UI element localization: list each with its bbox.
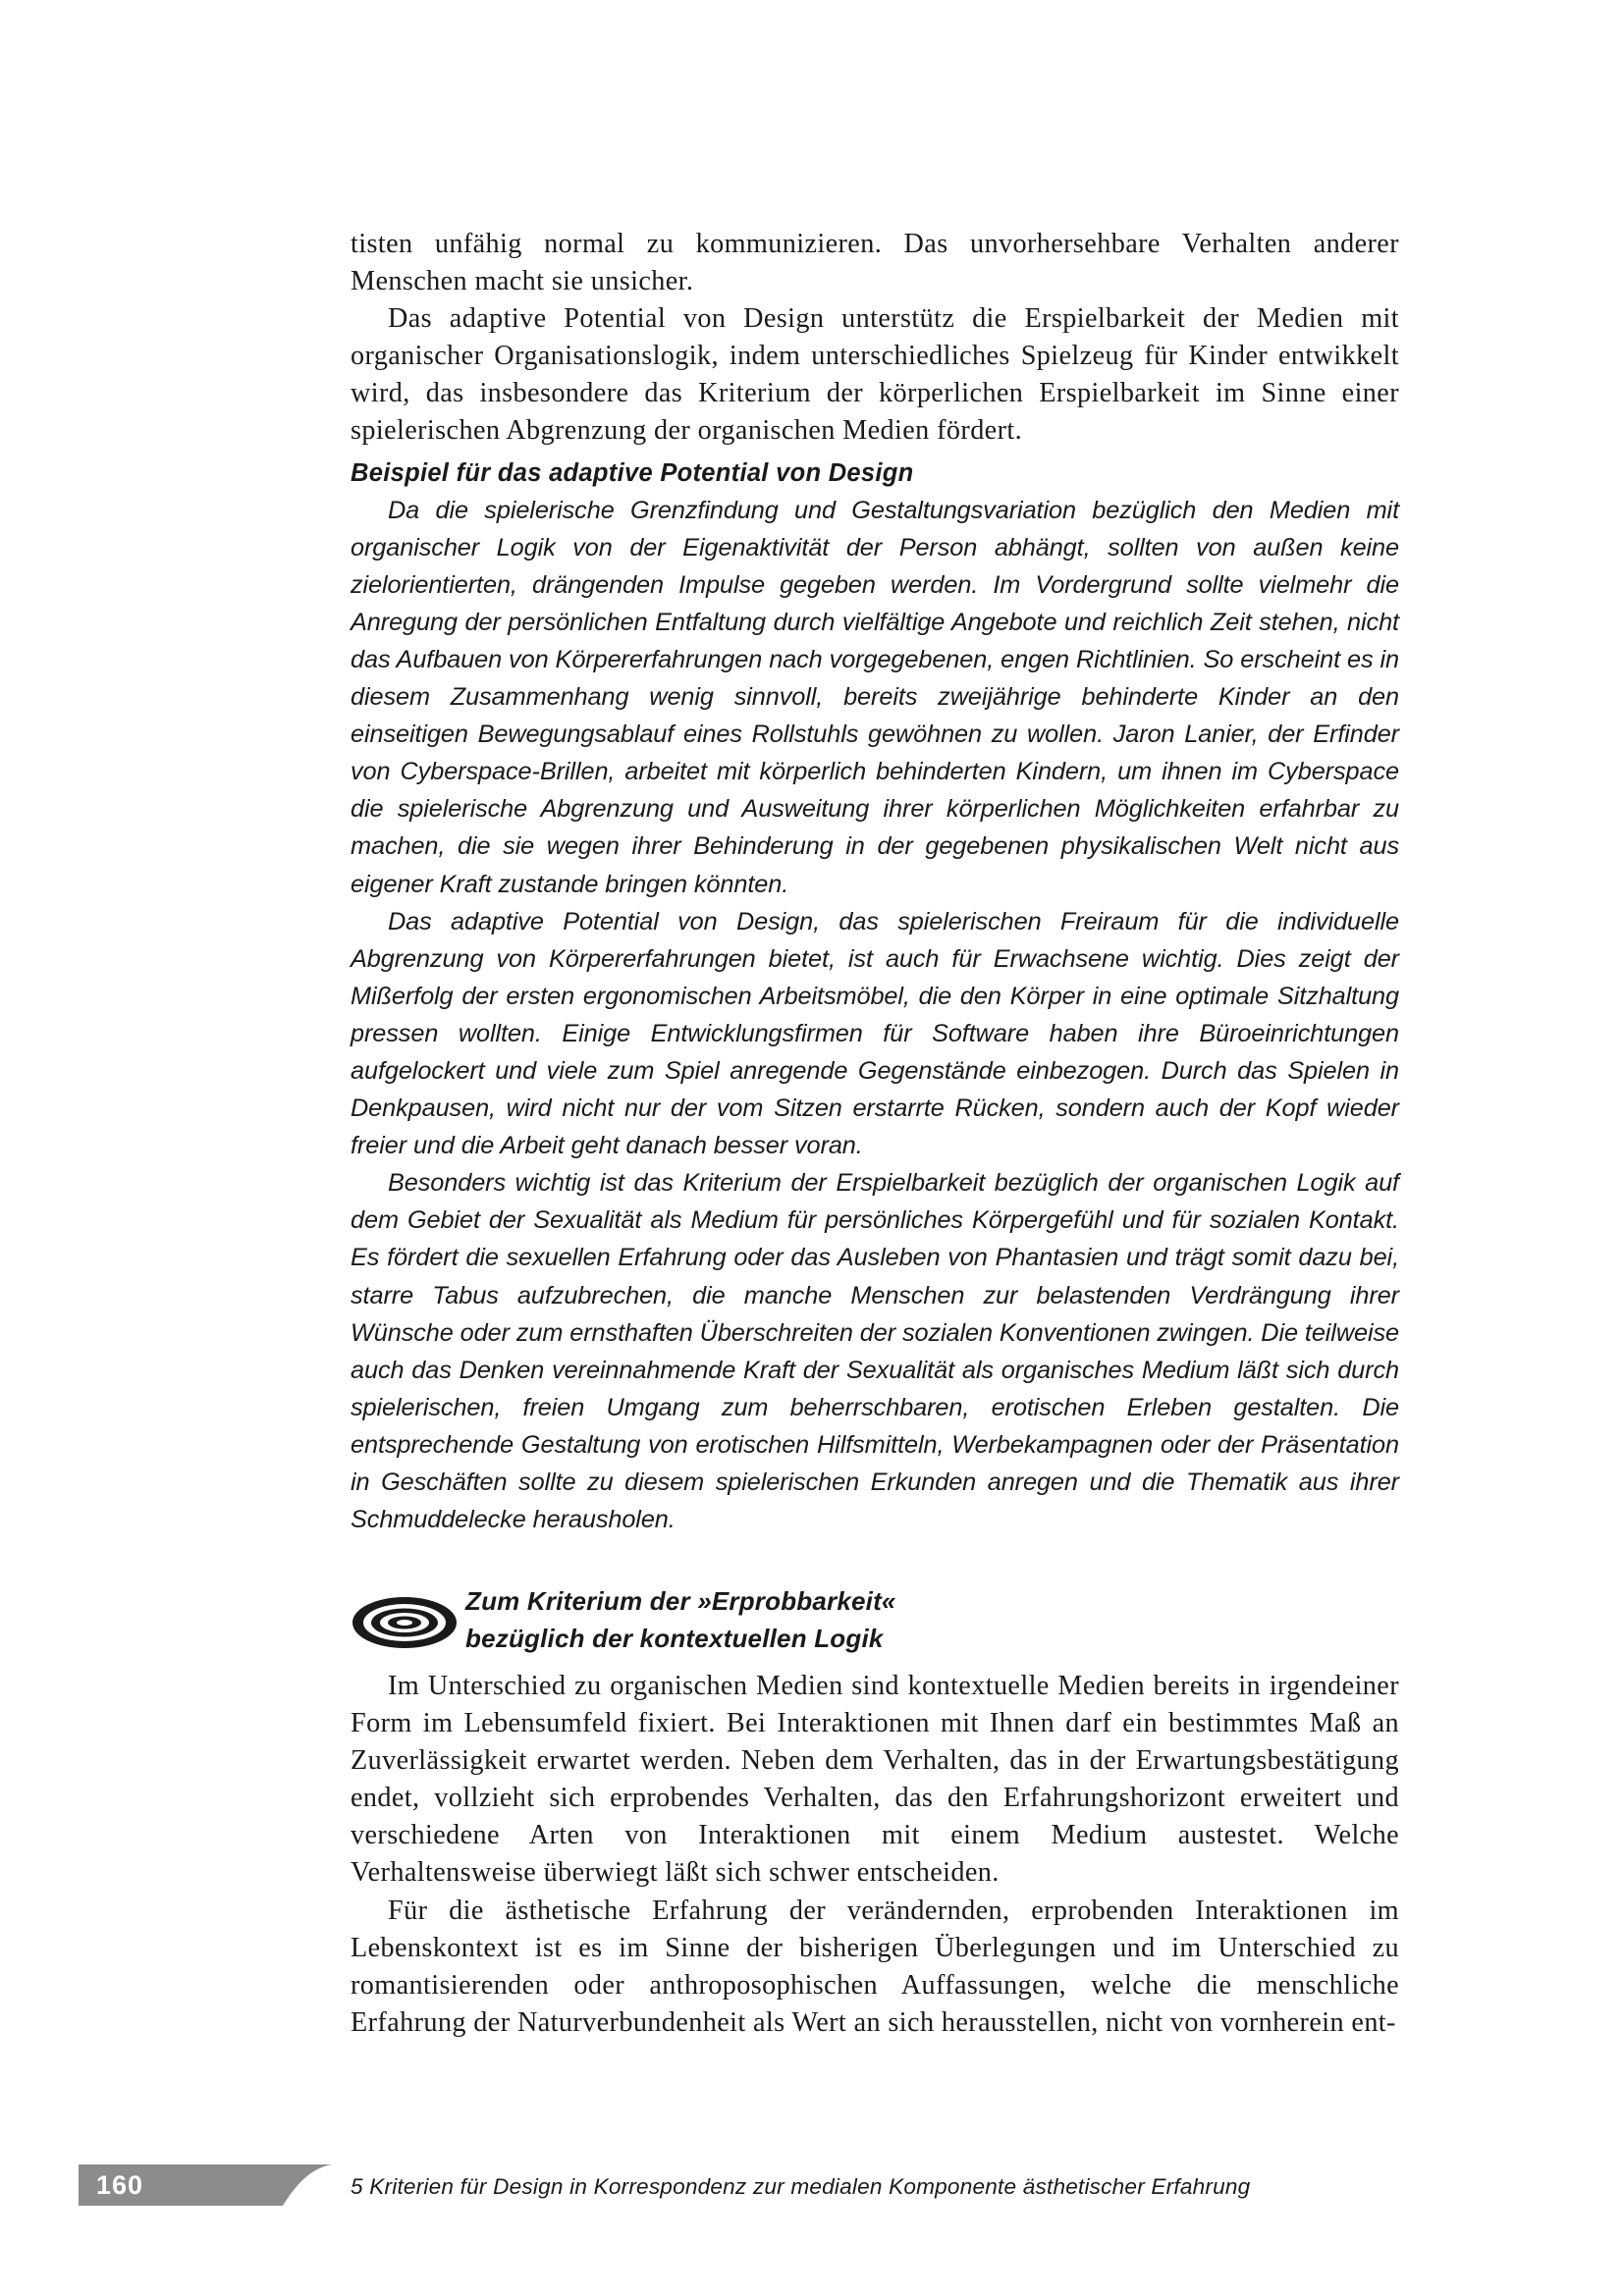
section-heading [465,1582,896,1657]
section-paragraph-1: Im Unterschied zu organischen Medien sind kontextuelle Medien bereits in irgendeiner Form im Lebensumfeld fixiert. Bei Interaktionen mit Ihnen darf ein bestimmtes Maß an Zuverlässigkeit erwartet werden. Neben dem Verhalten, das in der Erwartungsbestätigung endet, vollzieht sich erprobendes Verhalten, das den Erfahrungshorizont erweitert und verschiedene Arten von Interaktionen mit einem Medium austestet. Welche Verhaltensweise überwiegt läßt sich schwer entscheiden. [351,1671,1399,1889]
body-paragraph-continued: tisten unfähig normal zu kommunizieren. Das unvorhersehbare Verhalten anderer Menschen macht sie unsicher. [351,229,1399,297]
example-heading: Beispiel für das adaptive Potential von Design [351,458,914,487]
section-paragraph-2: Für die ästhetische Erfahrung der verändernden, erprobenden Interaktionen im Lebenskontext ist es im Sinne der bisherigen Überlegungen und im Unterschied zu romantisierenden oder anthroposophischen Auffassungen, welche die menschliche Erfahrung der Naturverbundenheit als Wert an sich herausstellen, nicht von vornherein ent- [351,1895,1399,2038]
example-paragraph-1: Da die spielerische Grenzfindung und Gestaltungsvariation bezüglich den Medien mit organischer Logik von der Eigenaktivität der Person abhängt, sollten von außen keine zielorientierten, drängenden Impulse gegeben werden. Im Vordergrund sollte vielmehr die Anregung der persönlichen Entfaltung durch vielfältige Angebote und reichlich Zeit stehen, nicht das Aufbauen von Körpererfahrungen nach vorgegebenen, engen Richtlinien. So erscheint es in diesem Zusammenhang wenig sinnvoll, bereits zweijährige behinderte Kinder an den einseitigen Bewegungsablauf eines Rollstuhls gewöhnen zu wollen. Jaron Lanier, der Erfinder von Cyberspace-Brillen, arbeitet mit körperlich behinderten Kindern, um ihnen im Cyberspace die spielerische Abgrenzung und Ausweitung ihrer körperlichen Möglichkeiten erfahrbar zu machen, die sie wegen ihrer Behinderung in der gegebenen physikalischen Welt nicht aus eigener Kraft zustande bringen könnten. [351,496,1399,898]
section-text-column [351,1668,1399,2042]
section-heading-line-1: Zum Kriterium der »Erprobbarkeit« [465,1586,896,1616]
example-paragraph-3: Besonders wichtig ist das Kriterium der Erspielbarkeit bezüglich der organischen Logik auf dem Gebiet der Sexualität als Medium für persönliches Körpergefühl und für sozialen Kontakt. Es fördert die sexuellen Erfahrung oder das Ausleben von Phantasien und trägt somit dazu bei, starre Tabus aufzubrechen, die manche Menschen zur belastenden Verdrängung ihrer Wünsche oder zum ernsthaften Überschreiten der sozialen Konventionen zwingen. Die teilweise auch das Denken vereinnahmende Kraft der Sexualität als organisches Medium läßt sich durch spielerischen, freien Umgang zum beherrschbaren, erotischen Erleben gestalten. Die entsprechende Gestaltung von erotischen Hilfsmitteln, Werbekampagnen oder der Präsentation in Geschäften sollte zu diesem spielerischen Erkunden anregen und die Thematik aus ihrer Schmuddelecke herausholen. [351,1169,1400,1534]
section-heading-line-2: bezüglich der kontextuellen Logik [465,1624,884,1653]
page-number: 160 [96,2170,144,2200]
running-footer-title: 5 Kriterien für Design in Korrespondenz zur medialen Komponente ästhetischer Erfahrung [351,2174,1251,2199]
example-paragraph-2: Das adaptive Potential von Design, das spielerischen Freiraum für die individuelle Abgrenzung von Körpererfahrungen bietet, ist auch für Erwachsene wichtig. Dies zeigt der Mißerfolg der ersten ergonomischen Arbeitsmöbel, die den Körper in eine optimale Sitzhaltung pressen wollten. Einige Entwicklungsfirmen für Software haben ihre Büroeinrichtungen aufgelockert und viele zum Spiel anregende Gegenstände einbezogen. Durch das Spielen in Denkpausen, wird nicht nur der vom Sitzen erstarrte Rücken, sondern auch der Kopf wieder freier und die Arbeit geht danach besser voran. [351,907,1399,1160]
target-rings-icon [351,1595,459,1650]
main-text-column [351,226,1399,1538]
body-paragraph: Das adaptive Potential von Design unterstütz die Erspielbarkeit der Medien mit organischer Organisationslogik, indem unterschiedliches Spielzeug für Kinder entwikkelt wird, das insbesondere das Kriterium der körperlichen Erspielbarkeit im Sinne einer spielerischen Abgrenzung der organischen Medien fördert. [351,303,1399,447]
